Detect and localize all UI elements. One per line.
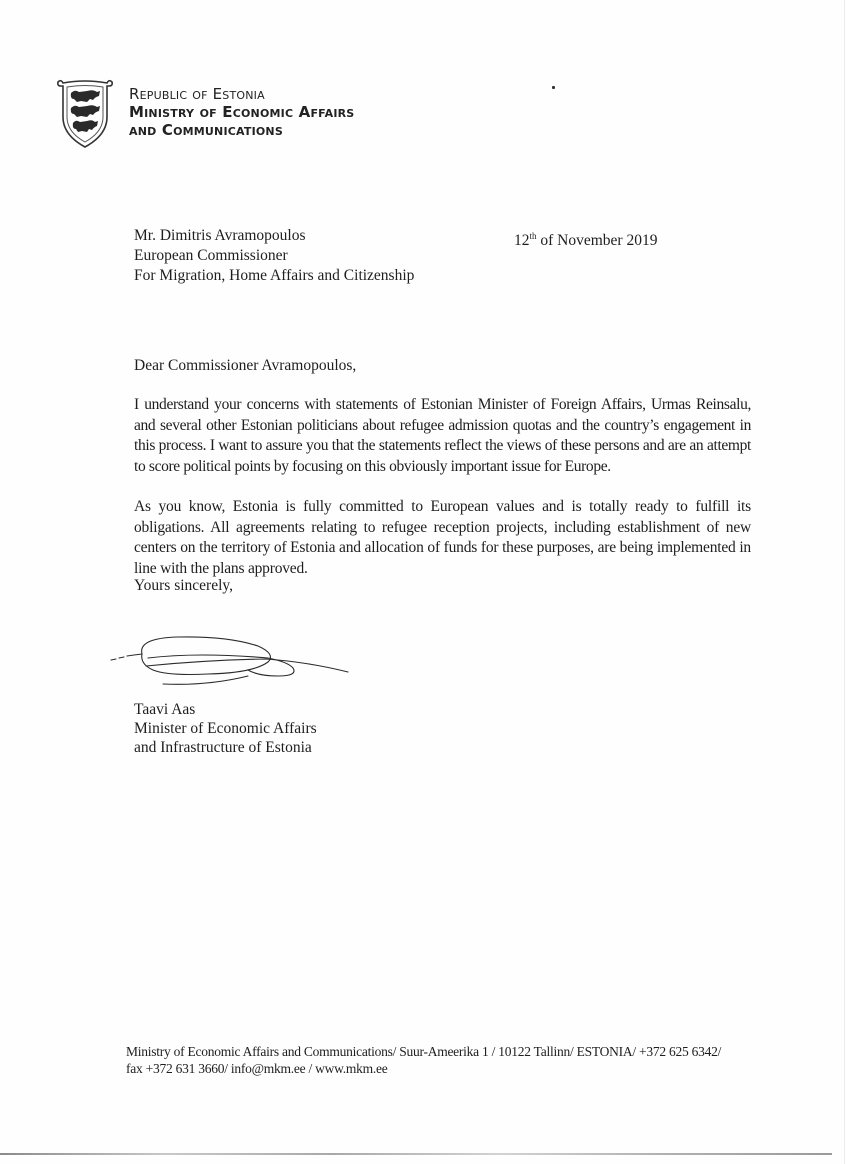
- signature-icon: [108, 628, 353, 688]
- scan-speck: [552, 86, 555, 89]
- body-paragraph: I understand your concerns with statements of Estonian Minister of Foreign Affairs, Urmas Reinsalu, and several other Estonian politicians about refugee admission quotas and the country’s engagement in this process. I want to assure you that the statements reflect the views of these persons and are an attempt to score political points by focusing on this obviously important issue for Europe.: [134, 396, 751, 475]
- body-paragraph: As you know, Estonia is fully committed to European values and is totally ready to fulfill its obligations. All agreements relating to refugee reception projects, including establishment of new centers on the territory of Estonia and allocation of funds for these purposes, are being implemented in line with the plans approved.: [134, 498, 751, 577]
- date-suffix: th: [529, 231, 537, 241]
- scan-edge-bottom: [0, 1153, 832, 1155]
- date-rest: of November 2019: [536, 232, 658, 249]
- letterhead-ministry-cont: and Communications: [129, 121, 283, 139]
- letter-date: [514, 226, 657, 251]
- letterhead: [129, 85, 354, 139]
- recipient-portfolio: For Migration, Home Affairs and Citizenship: [134, 267, 415, 284]
- footer-fax-email-web: fax +372 631 3660/ info@mkm.ee / www.mkm.ee: [126, 1061, 388, 1076]
- coat-of-arms-icon: [57, 77, 113, 149]
- scan-edge-right: [844, 0, 845, 1164]
- salutation: Dear Commissioner Avramopoulos,: [134, 357, 357, 374]
- signer-title-cont: and Infrastructure of Estonia: [134, 739, 312, 756]
- letterhead-ministry: Ministry of Economic Affairs: [129, 103, 355, 121]
- recipient-block: [134, 226, 414, 286]
- letterhead-republic: Republic of Estonia: [129, 85, 265, 103]
- date-day: 12: [514, 232, 530, 249]
- recipient-title: European Commissioner: [134, 247, 288, 264]
- signer-title: Minister of Economic Affairs: [134, 720, 317, 737]
- recipient-name: Mr. Dimitris Avramopoulos: [134, 227, 306, 244]
- signer-block: [134, 700, 317, 757]
- footer-address: Ministry of Economic Affairs and Communications/ Suur-Ameerika 1 / 10122 Tallinn/ ESTONIA/ +372 625 6342/: [126, 1044, 722, 1059]
- closing: Yours sincerely,: [134, 577, 234, 594]
- signer-name: Taavi Aas: [134, 701, 196, 718]
- footer-contact: [126, 1043, 721, 1077]
